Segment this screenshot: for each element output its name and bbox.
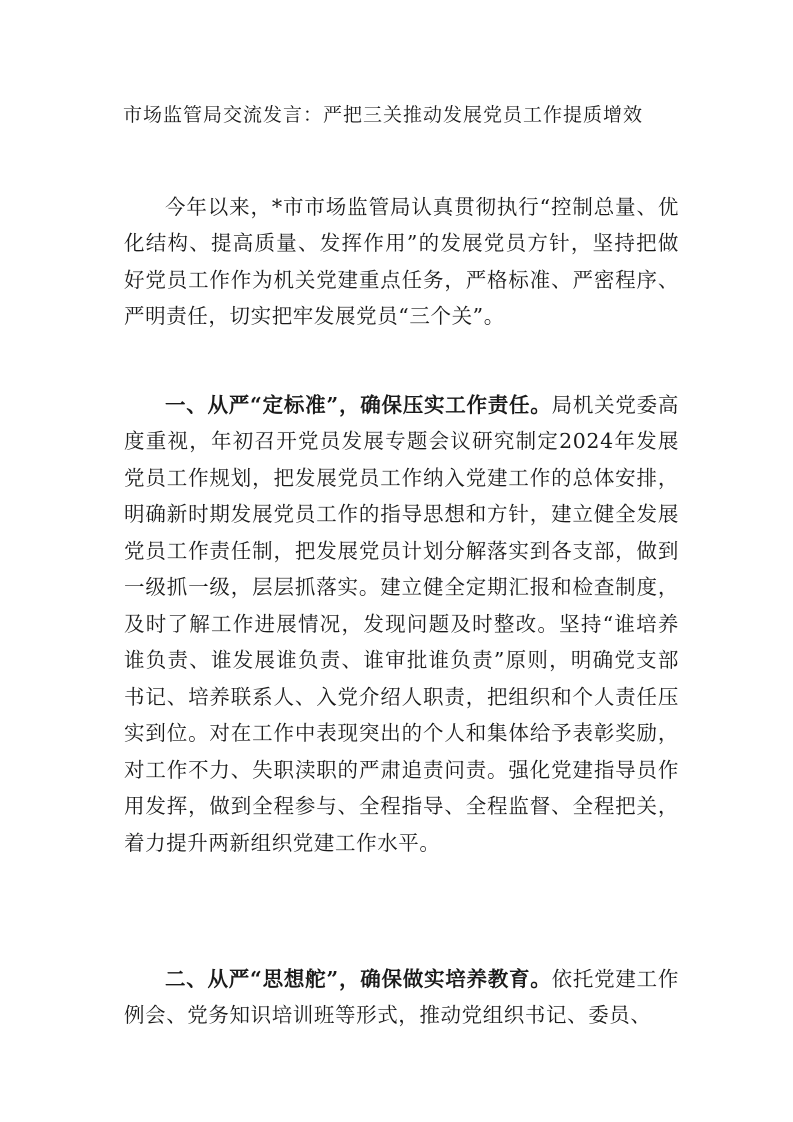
section-two-body: 依托党建工作例会、党务知识培训班等形式，推动党组织书记、委员、 (124, 966, 679, 1027)
section-one-paragraph (124, 387, 679, 862)
section-one-body: 局机关党委高度重视，年初召开党员发展专题会议研究制定2024年发展党员工作规划，把发展党员工作纳入党建工作的总体安排，明确新时期发展党员工作的指导思想和方针，建立健全发展党员工作责任制，把发展党员计划分解落实到各支部，做到一级抓一级，层层抓落实。建立健全定期汇报和检查制度，及时了解工作进展情况，发现问题及时整改。坚持“谁培养谁负责、谁发展谁负责、谁审批谁负责”原则，明确党支部书记、培养联系人、入党介绍人职责，把组织和个人责任压实到位。对在工作中表现突出的个人和集体给予表彰奖励，对工作不力、失职渎职的严肃追责问责。强化党建指导员作用发挥，做到全程参与、全程指导、全程监督、全程把关，着力提升两新组织党建工作水平。 (124, 392, 679, 855)
section-two-paragraph (124, 961, 679, 1034)
document-title: 市场监管局交流发言：严把三关推动发展党员工作提质增效 (123, 104, 644, 126)
section-one-heading: 一、从严“定标准”，确保压实工作责任。 (165, 392, 552, 417)
intro-paragraph: 今年以来，*市市场监管局认真贯彻执行“控制总量、优化结构、提高质量、发挥作用”的发展党员方针，坚持把做好党员工作作为机关党建重点任务，严格标准、严密程序、严明责任，切实把牢发展党员“三个关”。 (124, 194, 679, 328)
section-two-heading: 二、从严“思想舵”，确保做实培养教育。 (165, 966, 552, 991)
